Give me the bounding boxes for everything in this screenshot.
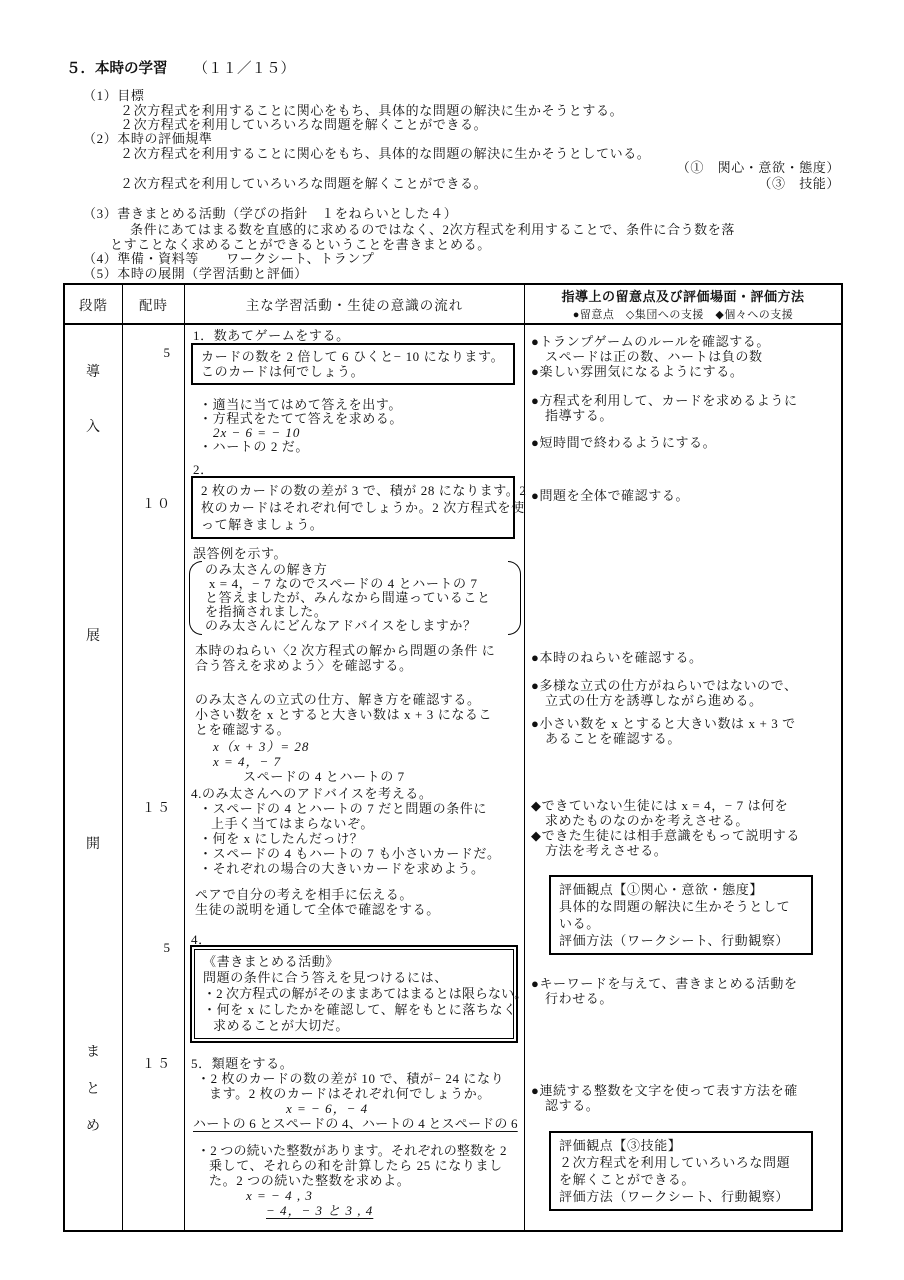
time-value: １０ (141, 496, 172, 511)
equation-line: x = − 6，− 4 (286, 1101, 369, 1116)
guidance-line: ◆できていない生徒には x = 4，− 7 は何を (531, 798, 789, 813)
section-3-label: （3）書きまとめる活動（学びの指針 １をねらいとした４） (83, 206, 458, 221)
text-line: 2 枚のカードの数の差が 3 で、積が 28 になります。2 (201, 483, 527, 498)
guidance-line: ●トランプゲームのルールを確認する。 (531, 334, 771, 349)
text-line: と答えましたが、みんなから間違っていること (205, 590, 491, 605)
text-line: ・2 次方程式の解がそのままあてはまるとは限らない。 (203, 986, 528, 1001)
wrong-answer-bracket-box (189, 561, 521, 635)
activity-4-title: 4.のみ太さんへのアドバイスを考える。 (191, 786, 433, 801)
text-line: ・ハートの 2 だ。 (199, 439, 310, 454)
activity-5-title: 4． (191, 932, 212, 947)
text-line: を解くことができる。 (559, 1172, 696, 1187)
evaluation-box-skill (549, 1131, 813, 1211)
wrong-answer-note: 誤答例を示す。 (193, 546, 288, 561)
guidance-line: ●方程式を利用して、カードを求めるように (531, 393, 798, 408)
section-5-label: （5）本時の展開（学習活動と評価） (83, 266, 308, 281)
guidance-line: ●小さい数を x とすると大きい数は x + 3 で (531, 716, 796, 731)
guidance-block (531, 334, 770, 379)
stage-char: ま (86, 1045, 101, 1060)
activity-1-title: 1．数あてゲームをする。 (193, 328, 350, 343)
solution-check-block (195, 692, 492, 737)
text-line: 評価観点【③技能】 (559, 1138, 682, 1153)
guidance-block (531, 393, 798, 423)
stage-char: 展 (86, 629, 101, 644)
equation-line: x = 4，− 7 (213, 754, 282, 769)
guidance-line: ●楽しい雰囲気になるようにする。 (531, 364, 744, 379)
text-line: このカードは何でしょう。 (201, 364, 365, 379)
header-guidance-legend: ●留意点 ◇集団への支援 ◆個々への支援 (572, 309, 794, 321)
guidance-block (531, 976, 798, 1006)
guidance-line: 認する。 (545, 1098, 600, 1113)
text-line: カードの数を 2 倍して 6 ひくと− 10 になります。 (201, 349, 505, 364)
section-1-label: （1）目標 (83, 88, 145, 103)
text-line: ・それぞれの場合の大きいカードを求めよう。 (199, 861, 485, 876)
equations-block (213, 739, 405, 784)
lesson-aim-block (195, 643, 495, 673)
table-header-row (65, 285, 841, 325)
support-block (531, 798, 800, 858)
text-line: ・方程式をたてて答えを求める。 (199, 411, 404, 426)
text-line: 求めることが大切だ。 (213, 1018, 350, 1033)
activity-1-responses (199, 398, 403, 454)
problem-box-1 (191, 343, 515, 385)
text-line: ・何を x にしたかを確認して、解をもとに落ちなく (203, 1002, 517, 1017)
text-line: ２次方程式を利用していろいろな問題 (559, 1155, 791, 1170)
writing-activity-line: 条件にあてはまる数を直感的に求めるのではなく、2次方程式を利用することで、条件に合う数を落 (130, 222, 735, 237)
time-value: 5 (163, 345, 172, 360)
text-line: ・2 枚のカードの数の差が 10 で、積が− 24 になり (197, 1071, 505, 1086)
text-line: スペードの 4 とハートの 7 (243, 769, 405, 784)
guidance-line: ●連続する整数を文字を使って表す方法を確 (531, 1083, 798, 1098)
doc-title: ５．本時の学習 (66, 61, 168, 77)
time-value: １５ (141, 1056, 172, 1071)
criteria-line: ２次方程式を利用することに関心をもち、具体的な問題の解決に生かそうとしている。 (120, 146, 651, 161)
goal-line: ２次方程式を利用することに関心をもち、具体的な問題の解決に生かそうとする。 (120, 103, 624, 118)
stage-char: と (86, 1082, 101, 1097)
guidance-block (531, 716, 796, 746)
stage-char: め (86, 1119, 101, 1134)
text-line: 評価方法（ワークシート、行動観察） (559, 1189, 790, 1204)
text-line: ます。2 枚のカードはそれぞれ何でしょうか。 (209, 1086, 491, 1101)
text-line: ・2 つの続いた整数があります。それぞれの整数を 2 (197, 1143, 507, 1158)
text-line: ペアで自分の考えを相手に伝える。 (195, 887, 413, 902)
guidance-line: ●キーワードを与えて、書きまとめる活動を (531, 976, 798, 991)
stage-char: 開 (86, 837, 101, 852)
guidance-line: ●問題を全体で確認する。 (531, 488, 690, 503)
text-line: 具体的な問題の解決に生かそうとして (559, 899, 791, 914)
guidance-line: ●多様な立式の仕方がねらいではないので、 (531, 678, 798, 693)
problem-box-2 (191, 476, 527, 539)
guidance-line: あることを確認する。 (545, 731, 682, 746)
text-line: 上手く当てはまらないぞ。 (211, 816, 374, 831)
text-line: 乗して、それらの和を計算したら 25 になりまし (209, 1158, 503, 1173)
left-paren-decoration (189, 561, 202, 635)
header-activity: 主な学習活動・生徒の意識の流れ (185, 285, 525, 323)
guidance-block (531, 678, 798, 708)
text-line: ・スペードの 4 もハートの 7 も小さいカードだ。 (199, 846, 501, 861)
guidance-block (531, 1083, 798, 1113)
criteria-tag: （③ 技能） (758, 176, 840, 191)
activity-column (185, 325, 528, 1230)
time-column (123, 325, 185, 1230)
criteria-tag: （① 関心・意欲・態度） (676, 160, 840, 175)
header-guidance (525, 285, 841, 323)
activity-6-title: 5．類題をする。 (191, 1056, 294, 1071)
guidance-line: 立式の仕方を誘導しながら進める。 (545, 693, 763, 708)
text-line: 《書きまとめる活動》 (203, 954, 340, 969)
text-line: 本時のねらい〈2 次方程式の解から問題の条件 に (195, 643, 496, 658)
text-line: って解きましょう。 (201, 517, 324, 532)
text-line: 枚のカードはそれぞれ何でしょうか。2 次方程式を使 (201, 500, 525, 515)
criteria-line: ２次方程式を利用していろいろな問題を解くことができる。 (120, 176, 488, 191)
text-line: x = 4，− 7 なのでスペードの 4 とハートの 7 (205, 576, 478, 591)
text-line: を指摘されました。 (205, 604, 328, 619)
header-guidance-title: 指導上の留意点及び評価場面・評価方法 (561, 289, 805, 304)
text-line: ・何を x にしたんだっけ？ (199, 831, 364, 846)
text-line: 生徒の説明を通して全体で確認をする。 (195, 902, 440, 917)
activity-2-title: 2． (193, 462, 214, 477)
right-paren-decoration (508, 561, 521, 635)
section-2-label: （2）本時の評価規準 (83, 131, 213, 146)
lesson-number: （１１／１５） (193, 61, 295, 77)
equation-line: x = − 4 , 3 (246, 1188, 313, 1203)
text-line: 小さい数を x とすると大きい数は x + 3 になるこ (195, 707, 493, 722)
doc-title-row (66, 57, 295, 78)
guidance-line: ●本時のねらいを確認する。 (531, 650, 703, 665)
equation-line: x（x + 3）= 28 (213, 739, 310, 754)
section-4-label: （4）準備・資料等 ワークシート、トランプ (83, 251, 375, 266)
stage-char: 導 (86, 365, 101, 380)
answer-line: − 4，− 3 と 3 , 4 (266, 1203, 374, 1218)
text-line: 評価方法（ワークシート、行動観察） (559, 933, 790, 948)
guidance-line: スペードは正の数、ハートは負の数 (545, 349, 763, 364)
answer-line: ハートの 6 とスペードの 4、ハートの 4 とスペードの 6 (193, 1116, 518, 1131)
stage-column (65, 325, 123, 1230)
text-line: のみ太さんの立式の仕方、解き方を確認する。 (195, 692, 481, 707)
writing-activity-line: とすことなく求めることができるということを書きまとめる。 (110, 237, 491, 252)
text-line: のみ太さんの解き方 (205, 562, 328, 577)
stage-char: 入 (86, 420, 101, 435)
goal-line: ２次方程式を利用していろいろな問題を解くことができる。 (120, 117, 488, 132)
text-line: のみ太さんにどんなアドバイスをしますか？ (205, 618, 477, 633)
activity-4-advice-block (191, 786, 501, 876)
guidance-line: ◆できた生徒には相手意識をもって説明する (531, 828, 800, 843)
time-value: 5 (163, 940, 172, 955)
header-time: 配時 (123, 285, 185, 323)
guidance-line: 指導する。 (545, 408, 614, 423)
activity-6-similar-problems (191, 1056, 518, 1218)
pair-share-block (195, 887, 440, 917)
writing-summary-box (190, 945, 528, 1043)
guidance-line: 方法を考えさせる。 (545, 843, 668, 858)
text-line: 問題の条件に合う答えを見つけるには、 (203, 970, 448, 985)
equation-line: 2x − 6 = − 10 (213, 425, 301, 440)
text-line: いる。 (559, 916, 600, 931)
header-stage: 段階 (65, 285, 123, 323)
guidance-line: ●短時間で終わるようにする。 (531, 435, 717, 450)
evaluation-box-attitude (549, 875, 813, 955)
time-value: １５ (141, 800, 172, 815)
lesson-flow-table (63, 283, 843, 1232)
text-line: とを確認する。 (195, 722, 291, 737)
text-line: 合う答えを求めよう〉を確認する。 (195, 658, 413, 673)
text-line: ・適当に当てはめて答えを出す。 (199, 397, 402, 412)
guidance-line: 求めたものなのかを考えさせる。 (545, 813, 750, 828)
text-line: ・スペードの 4 とハートの 7 だと問題の条件に (199, 801, 488, 816)
text-line: 評価観点【①関心・意欲・態度】 (559, 882, 764, 897)
table-body-row (65, 325, 841, 1230)
text-line: た。2 つの続いた整数を求めよ。 (209, 1173, 411, 1188)
guidance-column (525, 325, 841, 1230)
guidance-line: 行わせる。 (545, 991, 614, 1006)
